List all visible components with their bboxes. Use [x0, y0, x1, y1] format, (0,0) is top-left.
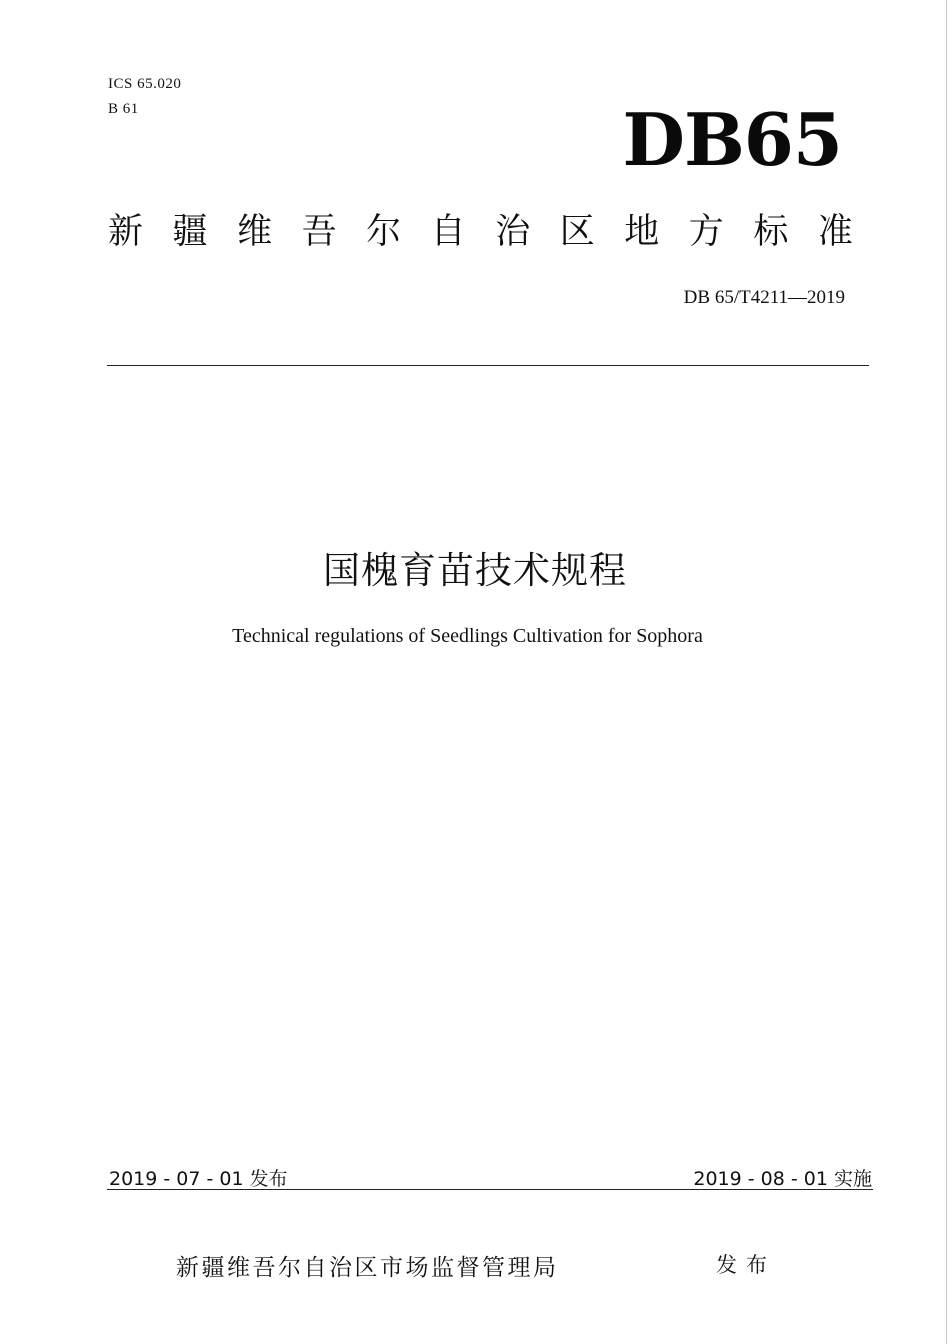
- standard-type-char: 自: [430, 212, 466, 252]
- implementation-date: 2019 - 08 - 01 实施: [693, 1168, 872, 1190]
- title-english: Technical regulations of Seedlings Cultivation for Sophora: [232, 625, 703, 647]
- standard-type-char: 标: [753, 212, 789, 252]
- publish-label: 发布: [716, 1253, 776, 1277]
- ics-code: ICS 65.020: [108, 76, 182, 92]
- top-divider: [107, 365, 869, 366]
- standard-type-char: 治: [495, 212, 531, 252]
- bottom-divider: [107, 1189, 873, 1190]
- standard-type-char: 吾: [301, 212, 337, 252]
- standard-mark: DB65: [622, 97, 842, 182]
- standard-type-char: 新: [108, 212, 144, 252]
- scan-edge-line: [946, 0, 947, 1344]
- ccs-code: B 61: [108, 101, 139, 117]
- standard-type-char: 地: [624, 212, 660, 252]
- standard-type-char: 尔: [366, 212, 402, 252]
- publisher-name: 新疆维吾尔自治区市场监督管理局: [176, 1255, 559, 1281]
- standard-number: DB 65/T4211—2019: [683, 287, 845, 308]
- standard-type-heading: [108, 213, 853, 252]
- standard-type-char: 区: [559, 212, 595, 252]
- standard-type-char: 维: [237, 212, 273, 252]
- standard-type-char: 方: [688, 212, 724, 252]
- title-chinese: 国槐育苗技术规程: [323, 549, 627, 592]
- standard-type-char: 准: [817, 212, 853, 252]
- standard-type-char: 疆: [172, 212, 208, 252]
- issue-date: 2019 - 07 - 01 发布: [109, 1168, 288, 1190]
